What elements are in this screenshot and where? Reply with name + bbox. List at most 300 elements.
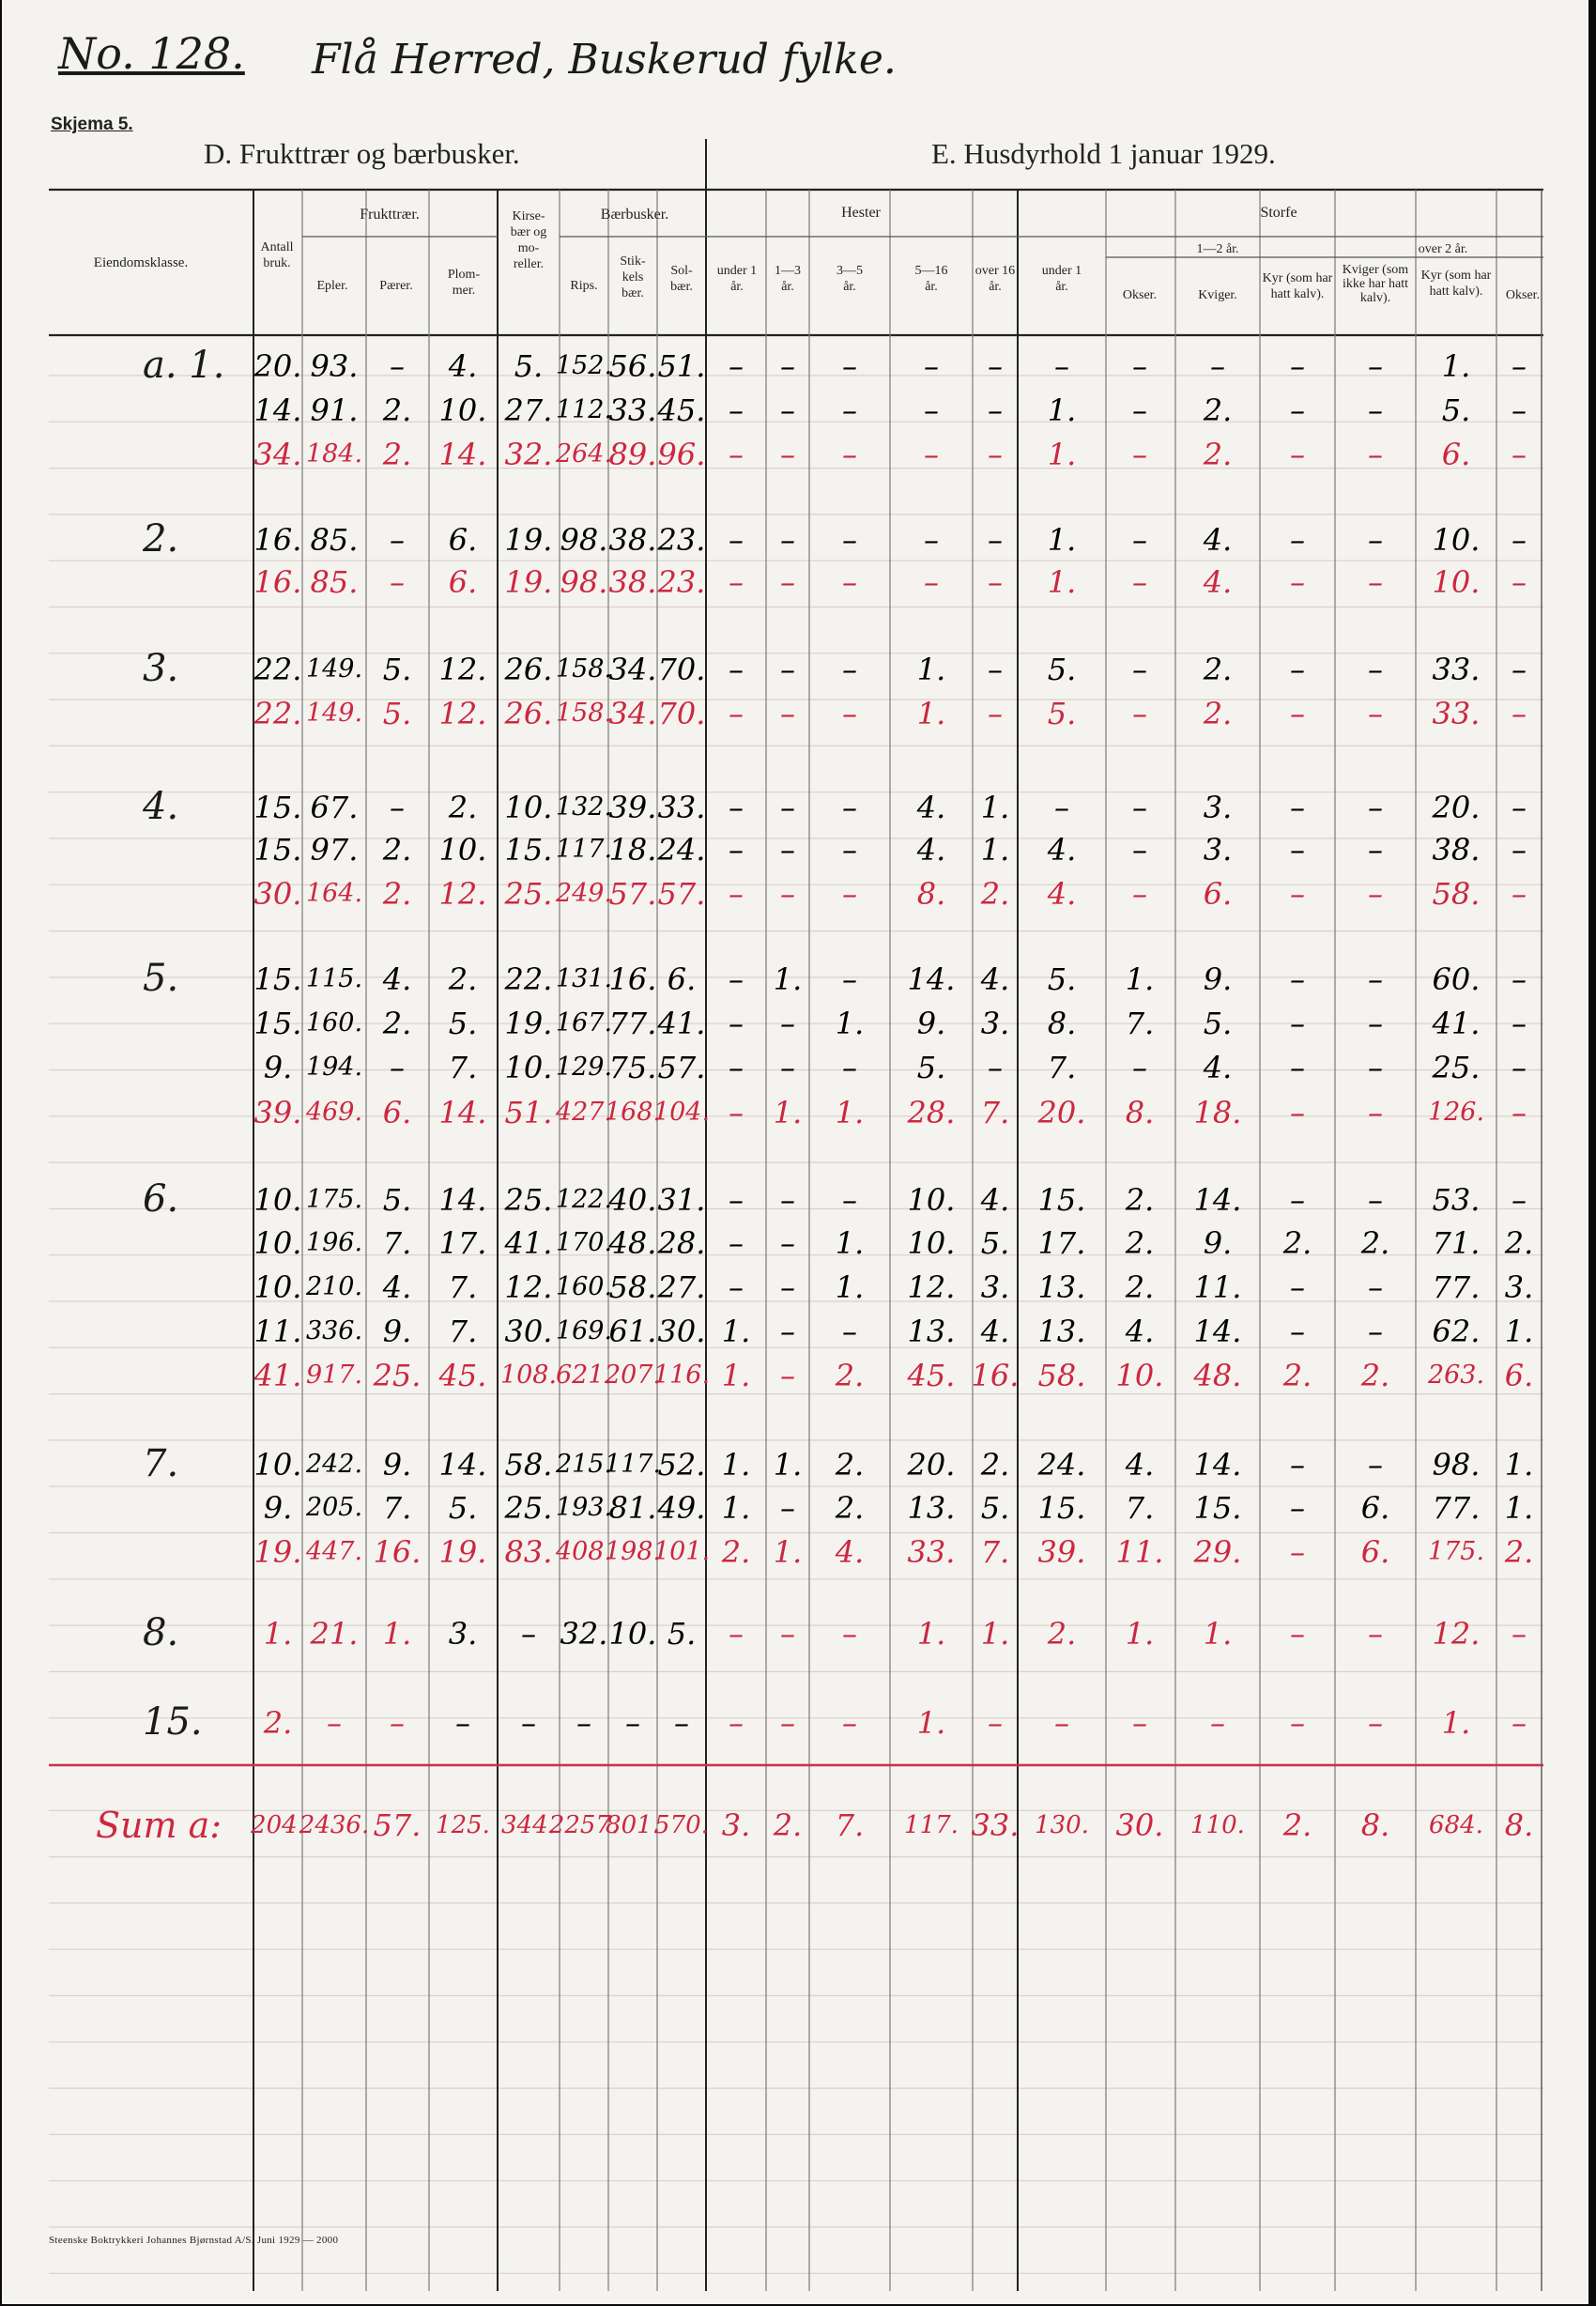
table-cell: 169.: [555, 1316, 613, 1345]
table-cell: 4.: [1125, 1447, 1155, 1483]
table-cell: –: [576, 1705, 591, 1741]
table-cell: –: [1290, 1050, 1305, 1085]
table-cell: 4.: [1047, 832, 1077, 868]
table-cell: 20.: [1432, 790, 1481, 825]
table-cell: 58.: [1037, 1358, 1086, 1393]
table-cell: 10.: [438, 832, 487, 868]
header-solbaer: Sol- bær.: [670, 264, 693, 294]
table-cell: 29.: [1193, 1534, 1242, 1570]
table-cell: –: [780, 790, 795, 825]
table-cell: 10.: [1115, 1358, 1164, 1393]
table-cell: –: [780, 522, 795, 558]
sum-cell: 8.: [1504, 1807, 1534, 1843]
table-cell: –: [1054, 790, 1069, 825]
table-cell: –: [1290, 1616, 1305, 1652]
table-cell: –: [842, 696, 857, 731]
table-cell: 8.: [1047, 1006, 1077, 1041]
table-cell: 6.: [1504, 1358, 1534, 1393]
table-cell: 122.: [555, 1185, 613, 1214]
sum-cell: 570.: [654, 1811, 709, 1839]
table-cell: –: [842, 348, 857, 384]
header-plommer: Plom- mer.: [447, 268, 481, 298]
table-cell: 81.: [608, 1490, 657, 1526]
table-cell: 207.: [604, 1361, 662, 1390]
table-cell: 9.: [1203, 1225, 1233, 1261]
table-cell: 17.: [438, 1225, 487, 1261]
table-cell: 38.: [1432, 832, 1481, 868]
table-cell: –: [842, 832, 857, 868]
table-cell: –: [1290, 1095, 1305, 1130]
table-cell: 1.: [916, 1705, 946, 1741]
table-cell: –: [1290, 392, 1305, 428]
table-cell: –: [988, 1050, 1003, 1085]
table-cell: 167.: [555, 1008, 613, 1038]
table-cell: 12.: [504, 1269, 553, 1305]
table-cell: 249.: [555, 879, 613, 908]
table-cell: 2.: [835, 1358, 865, 1393]
table-cell: –: [1368, 1182, 1383, 1218]
header-paerer: Pærer.: [379, 279, 413, 293]
header-kirsebaer: Kirse- bær og mo- reller.: [510, 209, 547, 271]
table-cell: 196.: [305, 1228, 363, 1257]
table-cell: 1.: [916, 696, 946, 731]
table-cell: –: [1512, 564, 1527, 600]
table-cell: –: [1132, 1705, 1147, 1741]
table-cell: 19.: [253, 1534, 302, 1570]
table-cell: –: [1290, 1534, 1305, 1570]
table-cell: –: [729, 1616, 744, 1652]
table-cell: 1.: [1125, 961, 1155, 997]
table-cell: –: [842, 1050, 857, 1085]
table-cell: 27.: [504, 392, 553, 428]
table-cell: 7.: [448, 1050, 478, 1085]
table-cell: –: [729, 1006, 744, 1041]
table-cell: 2.: [382, 392, 412, 428]
table-cell: 7.: [448, 1314, 478, 1349]
table-cell: 19.: [504, 522, 553, 558]
table-cell: 23.: [657, 522, 706, 558]
table-cell: –: [924, 522, 939, 558]
table-cell: 26.: [504, 652, 553, 687]
table-cell: 2.: [1125, 1182, 1155, 1218]
table-cell: 1.: [980, 1616, 1010, 1652]
table-cell: 16.: [373, 1534, 422, 1570]
table-cell: 158.: [555, 699, 613, 728]
table-cell: 4.: [382, 1269, 412, 1305]
table-cell: 5.: [667, 1616, 697, 1652]
header-s-over2: over 2 år.: [1418, 242, 1468, 256]
table-cell: 1.: [1125, 1616, 1155, 1652]
table-cell: –: [729, 522, 744, 558]
table-cell: 2.: [448, 961, 478, 997]
table-cell: 1.: [980, 790, 1010, 825]
table-cell: –: [1512, 1050, 1527, 1085]
table-cell: –: [1132, 790, 1147, 825]
section-e-title: E. Husdyrhold 1 januar 1929.: [931, 137, 1276, 170]
table-cell: –: [924, 437, 939, 472]
table-cell: 89.: [608, 437, 657, 472]
table-cell: 33.: [1432, 696, 1481, 731]
table-cell: 28.: [907, 1095, 956, 1130]
table-cell: 1.: [1504, 1490, 1534, 1526]
table-cell: 1.: [773, 961, 803, 997]
header-antall-bruk: Antall bruk.: [260, 240, 294, 270]
table-cell: –: [1132, 522, 1147, 558]
header-s-okser2: Okser.: [1505, 288, 1541, 302]
table-cell: 1.: [721, 1314, 751, 1349]
table-cell: 116.: [652, 1361, 711, 1390]
sum-cell: 8.: [1360, 1807, 1390, 1843]
table-cell: 39.: [253, 1095, 302, 1130]
table-cell: 41.: [1432, 1006, 1481, 1041]
table-cell: –: [1132, 348, 1147, 384]
table-cell: –: [842, 652, 857, 687]
table-cell: 129.: [555, 1053, 613, 1082]
table-cell: 10.: [253, 1269, 302, 1305]
table-cell: 3.: [1203, 790, 1233, 825]
table-cell: –: [842, 564, 857, 600]
table-cell: –: [1368, 1050, 1383, 1085]
table-cell: 3.: [448, 1616, 478, 1652]
table-cell: 112.: [555, 395, 613, 424]
header-s-kyr2: Kyr (som har hatt kalv).: [1420, 269, 1492, 299]
table-cell: 6.: [1441, 437, 1471, 472]
table-cell: 10.: [438, 392, 487, 428]
table-cell: –: [1512, 1182, 1527, 1218]
table-cell: 160.: [555, 1272, 613, 1301]
table-cell: 3.: [1203, 832, 1233, 868]
table-cell: 75.: [608, 1050, 657, 1085]
header-s-1-2: 1—2 år.: [1196, 242, 1239, 256]
table-cell: 2.: [1360, 1358, 1390, 1393]
table-cell: –: [390, 1705, 405, 1741]
table-cell: –: [327, 1705, 342, 1741]
table-cell: –: [1210, 1705, 1225, 1741]
table-cell: 2.: [1360, 1225, 1390, 1261]
table-cell: 1.: [835, 1006, 865, 1041]
table-cell: 61.: [608, 1314, 657, 1349]
table-cell: 5.: [382, 652, 412, 687]
table-cell: –: [1368, 1616, 1383, 1652]
table-cell: 1.: [721, 1490, 751, 1526]
table-cell: –: [1512, 876, 1527, 912]
table-cell: 5.: [448, 1490, 478, 1526]
table-cell: 152.: [555, 351, 613, 380]
table-cell: –: [1368, 1095, 1383, 1130]
table-cell: –: [1290, 437, 1305, 472]
table-cell: –: [1290, 1314, 1305, 1349]
table-cell: 469.: [305, 1098, 363, 1127]
table-cell: 7.: [980, 1095, 1010, 1130]
table-cell: –: [988, 1705, 1003, 1741]
table-cell: –: [1368, 392, 1383, 428]
table-cell: –: [988, 522, 1003, 558]
table-cell: –: [924, 564, 939, 600]
table-cell: 5.: [448, 1006, 478, 1041]
table-cell: 98.: [1432, 1447, 1481, 1483]
table-cell: 117.: [555, 835, 613, 864]
table-cell: 2.: [448, 790, 478, 825]
table-cell: 19.: [438, 1534, 487, 1570]
table-cell: –: [1132, 696, 1147, 731]
table-cell: 10.: [253, 1182, 302, 1218]
table-cell: 2.: [980, 876, 1010, 912]
table-cell: 14.: [1193, 1447, 1242, 1483]
table-cell: 2.: [1125, 1269, 1155, 1305]
table-cell: 25.: [504, 1490, 553, 1526]
table-cell: 1.: [721, 1447, 751, 1483]
table-cell: –: [625, 1705, 640, 1741]
table-cell: 5.: [980, 1490, 1010, 1526]
table-cell: –: [729, 696, 744, 731]
table-cell: 77.: [608, 1006, 657, 1041]
table-cell: 2.: [835, 1447, 865, 1483]
table-cell: 6.: [667, 961, 697, 997]
table-cell: 13.: [1037, 1314, 1086, 1349]
table-cell: 1.: [1504, 1447, 1534, 1483]
table-cell: 4.: [1203, 564, 1233, 600]
header-frukttraer: Frukttrær.: [360, 207, 420, 223]
table-cell: –: [842, 961, 857, 997]
table-cell: 149.: [305, 654, 363, 684]
table-cell: 83.: [504, 1534, 553, 1570]
table-cell: –: [1368, 961, 1383, 997]
table-cell: –: [924, 392, 939, 428]
table-cell: –: [729, 348, 744, 384]
table-cell: 5.: [916, 1050, 946, 1085]
sum-cell: 57.: [373, 1807, 422, 1843]
table-cell: 14.: [438, 1447, 487, 1483]
table-cell: 58.: [504, 1447, 553, 1483]
table-cell: 1.: [263, 1616, 293, 1652]
table-cell: 1.: [1047, 522, 1077, 558]
table-cell: –: [842, 437, 857, 472]
header-eiendomsklasse: Eiendomsklasse.: [93, 255, 189, 270]
table-cell: –: [729, 1269, 744, 1305]
table-cell: 6.: [1360, 1490, 1390, 1526]
table-cell: –: [1368, 522, 1383, 558]
table-cell: 32.: [504, 437, 553, 472]
table-cell: –: [1368, 876, 1383, 912]
table-cell: 9.: [263, 1490, 293, 1526]
table-cell: 1.: [1047, 564, 1077, 600]
table-cell: –: [780, 696, 795, 731]
table-cell: 48.: [608, 1225, 657, 1261]
table-cell: 34.: [608, 652, 657, 687]
table-cell: 30.: [253, 876, 302, 912]
header-baerbusker: Bærbusker.: [600, 207, 669, 223]
header-s-under1: under 1 år.: [1041, 264, 1082, 294]
table-cell: 7.: [980, 1534, 1010, 1570]
table-cell: 67.: [310, 790, 359, 825]
table-cell: –: [1512, 832, 1527, 868]
table-cell: 12.: [907, 1269, 956, 1305]
sum-cell: 684.: [1429, 1811, 1483, 1839]
table-cell: 16.: [608, 961, 657, 997]
table-cell: 4.: [916, 832, 946, 868]
table-cell: 2.: [1203, 696, 1233, 731]
table-cell: 242.: [305, 1450, 363, 1479]
table-cell: 10.: [907, 1182, 956, 1218]
table-cell: 4.: [835, 1534, 865, 1570]
table-cell: –: [780, 1358, 795, 1393]
table-cell: 10.: [253, 1225, 302, 1261]
table-cell: 1.: [916, 652, 946, 687]
table-cell: 10.: [1432, 564, 1481, 600]
header-h-1-3: 1—3 år.: [775, 264, 801, 294]
table-cell: 10.: [253, 1447, 302, 1483]
table-cell: 24.: [657, 832, 706, 868]
table-cell: –: [729, 1050, 744, 1085]
table-cell: 4.: [980, 1314, 1010, 1349]
table-cell: 39.: [1037, 1534, 1086, 1570]
table-cell: 193.: [555, 1493, 613, 1522]
table-cell: 2.: [382, 437, 412, 472]
table-cell: 264.: [555, 439, 613, 469]
table-cell: 25.: [1432, 1050, 1481, 1085]
table-cell: 2.: [721, 1534, 751, 1570]
table-cell: 6.: [1203, 876, 1233, 912]
table-cell: –: [780, 1050, 795, 1085]
table-cell: 57.: [657, 1050, 706, 1085]
table-cell: 2.: [1203, 652, 1233, 687]
table-cell: –: [1512, 1705, 1527, 1741]
table-cell: 2.: [1203, 437, 1233, 472]
table-cell: 215.: [555, 1450, 613, 1479]
table-cell: 2.: [382, 832, 412, 868]
table-cell: 1.: [1203, 1616, 1233, 1652]
table-cell: 12.: [438, 652, 487, 687]
table-cell: –: [842, 1182, 857, 1218]
table-cell: –: [780, 1314, 795, 1349]
table-cell: 149.: [305, 699, 363, 728]
table-cell: –: [1132, 876, 1147, 912]
table-cell: –: [1132, 832, 1147, 868]
header-epler: Epler.: [316, 279, 348, 293]
schema-label: Skjema 5.: [51, 115, 133, 134]
class-label: 3.: [143, 647, 179, 690]
table-cell: 15.: [504, 832, 553, 868]
table-cell: –: [1290, 522, 1305, 558]
table-cell: 22.: [504, 961, 553, 997]
table-cell: 60.: [1432, 961, 1481, 997]
table-cell: –: [1368, 832, 1383, 868]
table-cell: 1.: [1504, 1314, 1534, 1349]
sum-cell: 33.: [971, 1807, 1020, 1843]
table-cell: 160.: [305, 1008, 363, 1038]
table-cell: 57.: [657, 876, 706, 912]
table-cell: 447.: [305, 1537, 363, 1566]
table-cell: 175.: [1427, 1537, 1485, 1566]
table-cell: 198.: [604, 1537, 662, 1566]
table-cell: –: [780, 348, 795, 384]
table-cell: 11.: [1193, 1269, 1242, 1305]
table-cell: 5.: [1047, 652, 1077, 687]
table-cell: –: [1290, 348, 1305, 384]
table-cell: 38.: [608, 564, 657, 600]
table-cell: 10.: [504, 790, 553, 825]
table-cell: 97.: [310, 832, 359, 868]
table-cell: 427.: [555, 1098, 613, 1127]
table-cell: 7.: [382, 1490, 412, 1526]
table-cell: 2.: [835, 1490, 865, 1526]
table-cell: 58.: [1432, 876, 1481, 912]
table-cell: –: [780, 832, 795, 868]
table-cell: –: [1512, 1095, 1527, 1130]
table-cell: 5.: [1047, 696, 1077, 731]
table-cell: –: [1512, 392, 1527, 428]
table-cell: 11.: [1115, 1534, 1164, 1570]
table-cell: 336.: [305, 1316, 363, 1345]
table-cell: 48.: [1193, 1358, 1242, 1393]
table-cell: 24.: [1037, 1447, 1086, 1483]
table-cell: 5.: [382, 1182, 412, 1218]
table-cell: 13.: [907, 1314, 956, 1349]
table-cell: 170.: [555, 1228, 613, 1257]
table-cell: 4.: [448, 348, 478, 384]
table-cell: –: [1512, 1616, 1527, 1652]
table-cell: –: [729, 1095, 744, 1130]
table-cell: 1.: [721, 1358, 751, 1393]
table-cell: 1.: [1441, 1705, 1471, 1741]
table-cell: 14.: [438, 1182, 487, 1218]
table-cell: –: [924, 348, 939, 384]
table-cell: 38.: [608, 522, 657, 558]
table-cell: 2.: [263, 1705, 293, 1741]
sum-cell: 2436.: [299, 1811, 370, 1839]
table-cell: –: [780, 876, 795, 912]
table-cell: 14.: [907, 961, 956, 997]
table-cell: 51.: [504, 1095, 553, 1130]
sum-cell: 344.: [501, 1811, 556, 1839]
table-cell: 15.: [253, 832, 302, 868]
table-cell: 85.: [310, 564, 359, 600]
table-cell: 33.: [657, 790, 706, 825]
table-cell: 2.: [1203, 392, 1233, 428]
table-cell: 6.: [448, 564, 478, 600]
table-cell: –: [729, 437, 744, 472]
sum-cell: 30.: [1115, 1807, 1164, 1843]
table-cell: –: [780, 564, 795, 600]
table-cell: 3.: [980, 1006, 1010, 1041]
table-cell: –: [780, 1182, 795, 1218]
sum-cell: 110.: [1190, 1811, 1245, 1839]
table-cell: 5.: [1203, 1006, 1233, 1041]
table-cell: 117.: [604, 1450, 662, 1479]
table-cell: 15.: [1037, 1182, 1086, 1218]
table-cell: 4.: [1047, 876, 1077, 912]
table-cell: 16.: [971, 1358, 1020, 1393]
table-cell: 1.: [1047, 392, 1077, 428]
table-cell: 132.: [555, 792, 613, 822]
table-cell: –: [1512, 437, 1527, 472]
header-hester: Hester: [841, 205, 881, 221]
sum-cell: 2.: [773, 1807, 803, 1843]
table-cell: –: [1290, 1269, 1305, 1305]
header-s-okser: Okser.: [1122, 288, 1158, 302]
table-cell: –: [1290, 652, 1305, 687]
table-cell: –: [1368, 348, 1383, 384]
table-cell: 6.: [382, 1095, 412, 1130]
table-cell: 4.: [980, 1182, 1010, 1218]
table-cell: 3.: [1504, 1269, 1534, 1305]
table-cell: 18.: [1193, 1095, 1242, 1130]
table-cell: –: [1368, 1447, 1383, 1483]
table-cell: 51.: [657, 348, 706, 384]
table-cell: 40.: [608, 1182, 657, 1218]
table-cell: –: [390, 348, 405, 384]
header-stikkelsbaer: Stik- kels bær.: [620, 254, 646, 300]
